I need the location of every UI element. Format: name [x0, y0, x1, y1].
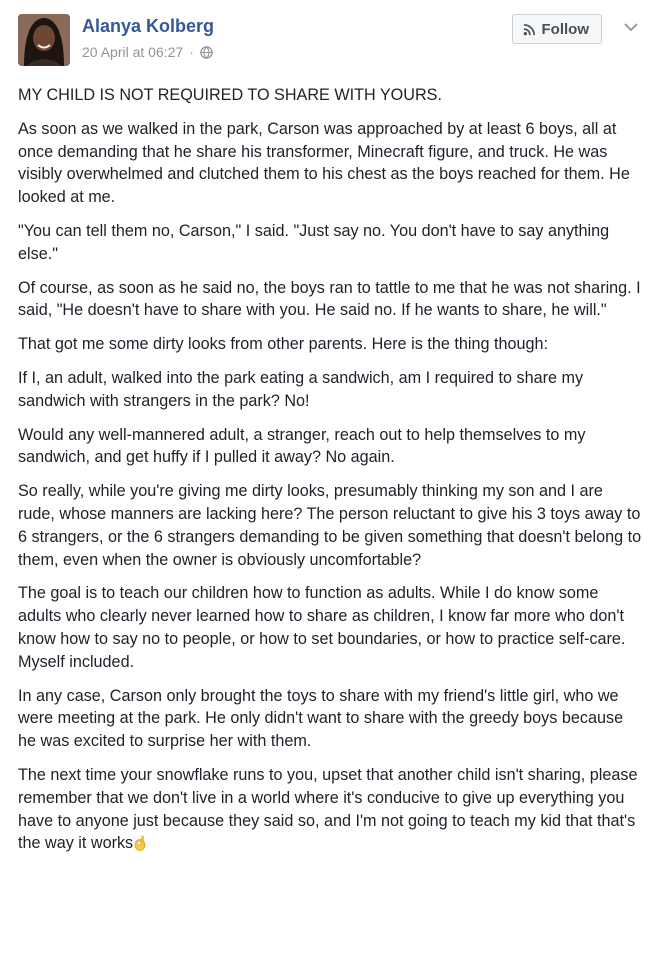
post-meta	[82, 44, 213, 60]
post-paragraph: As soon as we walked in the park, Carson was approached by at least 6 boys, all at once demanding that he share his transformer, Minecraft figure, and truck. He was visibly overwhelmed and clutched them to his chest as the boys reached for them. He looked at me.	[18, 119, 630, 207]
post-paragraph: In any case, Carson only brought the toys to share with my friend's little girl, who we were meeting at the park. He only didn't want to share with the greedy boys because he was excited to surprise her with them.	[18, 686, 624, 751]
follow-button[interactable]	[512, 14, 603, 44]
ok-hand-emoji-icon	[133, 835, 147, 851]
post-paragraph: Of course, as soon as he said no, the boys ran to tattle to me that he was not sharing. I said, "He doesn't have to share with you. He said no. If he wants to share, he will."	[18, 278, 641, 320]
rss-icon	[523, 23, 536, 36]
post-paragraph: Would any well-mannered adult, a stranger, reach out to help themselves to my sandwich, and get huffy if I pulled it away? No again.	[18, 425, 586, 467]
post-body	[18, 84, 642, 866]
post-header	[18, 14, 642, 74]
avatar[interactable]	[18, 14, 70, 66]
follow-label: Follow	[541, 20, 589, 38]
post-paragraph: That got me some dirty looks from other parents. Here is the thing though:	[18, 335, 548, 354]
globe-icon[interactable]	[200, 46, 213, 59]
post-paragraph: So really, while you're giving me dirty looks, presumably thinking my son and I are rude, whose manners are lacking here? The person reluctant to give his 3 toys away to 6 strangers, or the 6 strangers demanding to be given something that doesn't belong to them, even when the owner is obviously uncomfortable?	[18, 482, 642, 569]
author-name[interactable]: Alanya Kolberg	[82, 16, 215, 36]
chevron-down-icon[interactable]	[622, 18, 640, 36]
post-paragraph-text: The next time your snowflake runs to you, upset that another child isn't sharing, please remember that we don't live in a world where it's conducive to give up everything you have to anyone just because they said so, and I'm not going to teach my kid that that's the way it works	[18, 765, 638, 853]
avatar-photo-icon	[18, 14, 70, 66]
post-paragraph: If I, an adult, walked into the park eating a sandwich, am I required to share my sandwich with strangers in the park? No!	[18, 368, 584, 410]
post-paragraph-last	[18, 764, 642, 855]
meta-separator: ·	[189, 44, 194, 60]
post-title: MY CHILD IS NOT REQUIRED TO SHARE WITH YOURS.	[18, 86, 442, 104]
post-paragraph: The goal is to teach our children how to function as adults. While I do know some adults who clearly never learned how to share as children, I know far more who don't know how to say no to people, or how to set boundaries, or how to practice self-care. Myself included.	[18, 584, 626, 671]
post-paragraph: "You can tell them no, Carson," I said. "Just say no. You don't have to say anything else."	[18, 221, 610, 263]
timestamp[interactable]: 20 April at 06:27	[82, 44, 184, 60]
